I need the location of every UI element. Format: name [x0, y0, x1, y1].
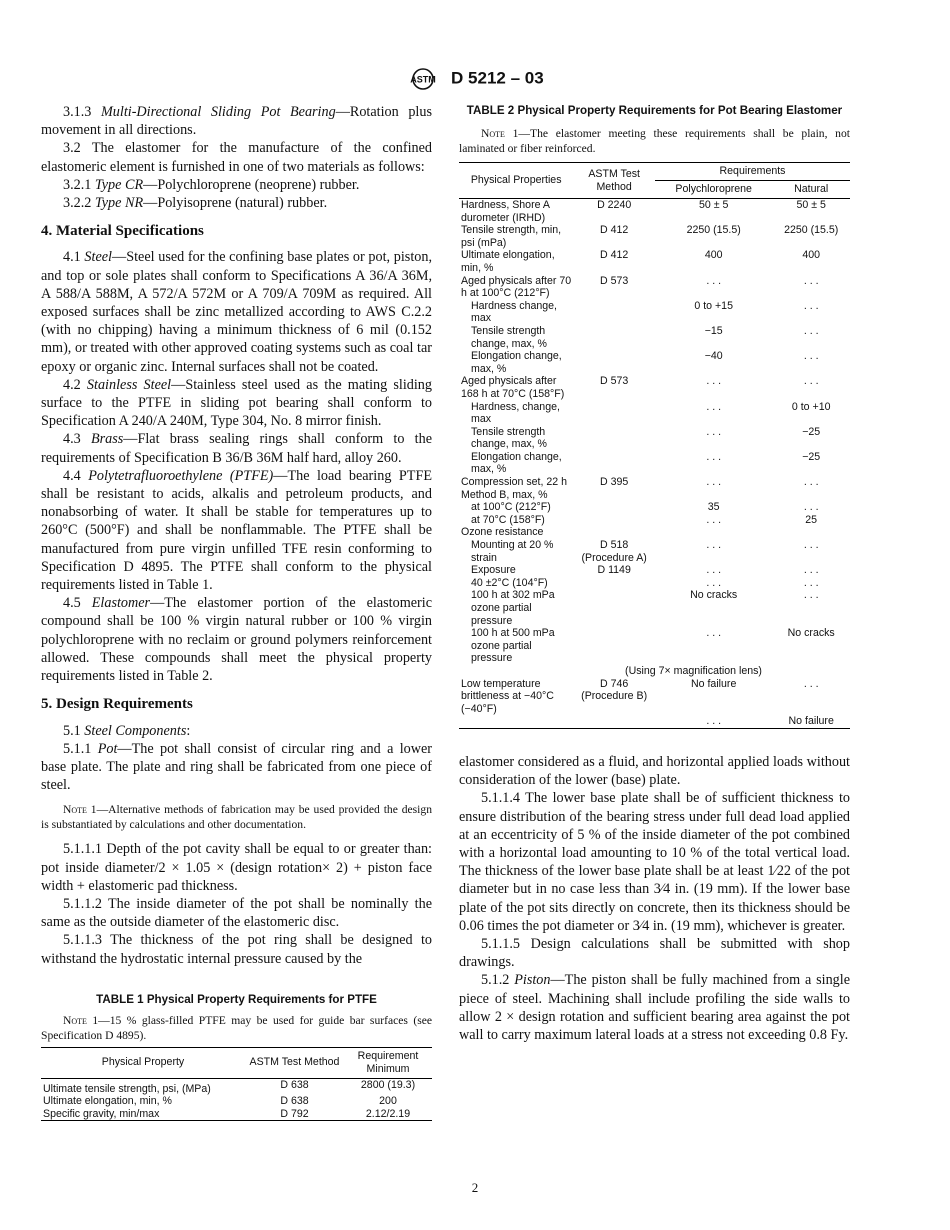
page-number: 2: [471, 1180, 479, 1195]
table-2-cell-prop: [459, 715, 573, 728]
table-2-cell-method: [573, 350, 655, 375]
table-2-cell-prop: Compression set, 22 h Method B, max, %: [461, 476, 567, 501]
table-2-cell-method: [573, 325, 655, 350]
table-2-cell-poly: [655, 526, 772, 539]
table-2-cell-poly: . . .: [706, 564, 722, 577]
table-2-cell-nat: 0 to +10: [791, 400, 831, 413]
table-2-cell-method: [573, 401, 655, 426]
table-2-cell-nat: 2250 (15.5): [784, 224, 839, 237]
table-1-header-method: ASTM Test Method: [245, 1047, 344, 1078]
table-2-cell-poly: 2250 (15.5): [686, 224, 741, 237]
document-designation: D 5212 – 03: [451, 68, 544, 88]
para-4-5: 4.5 Elastomer—The elastomer portion of the elastomeric compound shall be 100 % virgin natural rubber or 100 % virgin polychloroprene with no reclaim or ground polymers reinforcement allowed. These compounds shall meet the physical property requirements listed in Table 2.: [41, 595, 433, 685]
table-2-cell-prop: Tensile strength, min, psi (mPa): [461, 224, 562, 249]
table-2-header-method: ASTM Test Method: [573, 163, 655, 199]
table-2-cell-poly: −15: [704, 324, 723, 337]
table-2-cell-poly: . . .: [706, 715, 722, 728]
table-2-cell-method: [573, 300, 655, 325]
para-4-1: 4.1 Steel—Steel used for the confining base plates or pot, piston, and top or sole plates shall conform to Specifications A 36/A 36M, A 588/A 588M, A 572/A 572M or A 709/A 709M as required. All exposed surfaces shall be zinc metallized according to AWS C.2.2 (with no chipping) having a minimum thickness of 6 mil (0.152 mm), or treated with other approved coating systems such as coal tar epoxy or organic zinc. Internal surfaces shall not be coated.: [41, 249, 432, 375]
table-1-cell-prop: Ultimate elongation, min, %: [43, 1095, 172, 1108]
table-2-row: [459, 514, 850, 527]
para-5-1: 5.1 Steel Components:: [63, 722, 191, 739]
right-column: [459, 103, 850, 1044]
table-2-cell-poly: No failure: [691, 677, 737, 690]
para-5-1-1-5: 5.1.1.5 Design calculations shall be submitted with shop drawings.: [459, 935, 850, 971]
table-1-header-requirement: Requirement Minimum: [344, 1047, 432, 1078]
table-2-cell-nat: 25: [805, 513, 818, 526]
astm-logo-icon: [406, 68, 440, 90]
left-column: [41, 103, 432, 1121]
table-2-cell-prop: Elongation change, max, %: [471, 450, 562, 476]
table-1-cell-req: 2.12/2.19: [365, 1107, 411, 1120]
table-2-row: [459, 589, 850, 627]
table-2-cell-prop: Ozone resistance: [461, 526, 544, 539]
note-1: Note 1—Alternative methods of fabrication may be used provided the design is substantiated by calculations and other documentation.: [41, 803, 432, 832]
table-2-cell-prop: Hardness, Shore A durometer (IRHD): [461, 199, 550, 224]
table-2-cell-nat: . . .: [803, 589, 819, 602]
table-2-cell-poly: . . .: [706, 375, 722, 388]
para-5-1-1-3: 5.1.1.3 The thickness of the pot ring shall be designed to withstand the hydrostatic internal pressure caused by the: [41, 932, 432, 967]
table-2-cell-poly: No cracks: [690, 589, 738, 602]
table-2-cell-prop: at 100°C (212°F): [471, 501, 551, 514]
table-2-cell-prop: Hardness, change, max: [471, 400, 560, 426]
para-3-2-2: 3.2.2 Type NR—Polyisoprene (natural) rubber.: [63, 195, 328, 212]
table-2-cell-prop: Mounting at 20 % strain: [471, 539, 554, 564]
table-1-cell-req: 200: [379, 1095, 397, 1108]
table-2-cell-poly: −40: [704, 350, 723, 363]
table-2-row: [459, 678, 850, 716]
para-5-1-1-2: 5.1.1.2 The inside diameter of the pot shall be nominally the same as the outside diameter of the elastomeric disc.: [41, 895, 432, 931]
section-heading-4: 4. Material Specifications: [41, 223, 204, 240]
table-2-cell-prop: Elongation change, max, %: [471, 350, 562, 375]
table-2-cell-prop: Ultimate elongation, min, %: [461, 249, 555, 274]
table-2-cell-prop: 40 ±2°C (104°F): [471, 576, 548, 589]
table-2-cell-nat: . . .: [803, 299, 819, 312]
para-5-1-1-1: 5.1.1.1 Depth of the pot cavity shall be equal to or greater than: pot inside diameter/2 × 1.05 × (design rotation× 2) + piston face width + elastomeric pad thickness.: [41, 841, 432, 894]
table-1-header-property: Physical Property: [41, 1047, 245, 1078]
table-2-cell-poly: . . .: [706, 539, 722, 552]
table-2-cell-nat: . . .: [803, 564, 819, 577]
table-2-row: [459, 476, 850, 501]
table-2-cell-prop: Hardness change, max: [471, 299, 557, 325]
table-1-cell-method: D 638: [280, 1078, 309, 1091]
table-2-cell-nat: . . .: [803, 476, 819, 489]
para-5-1-1-4: 5.1.1.4 The lower base plate shall be of sufficient thickness to ensure distribution of the bearing stress under full dead load applied at an eccentricity of 5 % of the inside diameter of the pot combined with a horizontal load amounting to 10 % of the total vertical load. The thickness of the lower base plate shall be at least 1⁄22 of the pot diameter but in no case less than 3⁄4 in. (19 mm). If the lower base plate of the pot sits directly on concrete, then its thickness should be 0.06 times the pot diameter or 3⁄4 in. (19 mm), whichever is greater.: [459, 790, 850, 934]
table-2-cell-prop: Low temperature brittleness at −40°C (−40°F): [461, 677, 554, 715]
table-2-cell-poly: 400: [704, 249, 723, 262]
table-2-row: [459, 375, 850, 400]
table-2-cell-poly: . . .: [706, 450, 722, 463]
table-1-cell-method: D 792: [280, 1107, 309, 1120]
table-2-header-requirements: Requirements: [655, 163, 850, 181]
para-3-2-1: 3.2.1 Type CR—Polychloroprene (neoprene) rubber.: [63, 176, 360, 193]
table-2-cell-method: D 518 (Procedure A): [581, 539, 647, 564]
table-2-cell-method: [573, 715, 655, 728]
table-2-cell-prop: Tensile strength change, max, %: [471, 425, 547, 451]
table-2-cell-poly: . . .: [706, 400, 722, 413]
table-2-cell-method: D 412: [600, 224, 629, 237]
table-2-cell-poly: . . .: [706, 476, 722, 489]
table-2-cell-nat: . . .: [803, 324, 819, 337]
table-2-cell-poly: . . .: [706, 627, 722, 640]
table-2-cell-prop: at 70°C (158°F): [471, 513, 545, 526]
page-header: [0, 68, 950, 90]
table-1-cell-prop: Ultimate tensile strength, psi, (MPa): [43, 1082, 211, 1095]
table-2-cell-nat: −25: [802, 425, 821, 438]
table-2-header-property: Physical Properties: [459, 163, 573, 199]
table-2-cell-method: [573, 627, 655, 665]
table-2-row: [459, 577, 850, 590]
table-1-row: [41, 1108, 432, 1121]
table-1-row: [41, 1095, 432, 1108]
table-2-cell-nat: 400: [802, 249, 821, 262]
table-2-cell-method: D 1149: [597, 564, 631, 577]
table-2-row: [459, 564, 850, 577]
table-2-cell-method: [573, 589, 655, 627]
para-4-4: 4.4 Polytetrafluoroethylene (PTFE)—The load bearing PTFE shall be resistant to acids, alkalis and petroleum products, and nonabsorbing of water. It shall be stable for temperatures up to 260°C (500°F) and shall be nonflammable. The PTFE shall be manufactured from pure virgin unfilled TFE resin conforming to Specification D 4895. The PTFE shall conform to the physical requirements listed in Table 1.: [41, 467, 433, 594]
table-2-cell-nat: −25: [802, 450, 821, 463]
table-2-cell-poly: 50 ± 5: [698, 199, 729, 211]
table-2-cell-method: [573, 577, 655, 590]
table-2-row: [459, 350, 850, 375]
table-2-cell-poly: . . .: [706, 425, 722, 438]
table-1-cell-req: 2800 (19.3): [360, 1078, 416, 1091]
table-2-cell-prop: Tensile strength change, max, %: [471, 324, 547, 350]
table-2-cell-nat: No cracks: [787, 627, 835, 640]
table-2-cell-nat: No failure: [788, 715, 834, 728]
table-2-row: [459, 224, 850, 249]
table-2-row: [459, 199, 850, 225]
table-2-cell-nat: . . .: [803, 375, 819, 388]
table-2-cell-method: D 412: [600, 249, 629, 262]
table-2-cell-method: D 573: [600, 274, 629, 287]
table-2-row: [459, 627, 850, 665]
para-4-2: 4.2 Stainless Steel—Stainless steel used as the mating sliding surface to the PTFE in sliding pot bearing shall conform to Specification A 240/A 240M, Type 304, No. 8 mirror finish.: [41, 376, 432, 430]
table-2-cell-nat: . . .: [803, 501, 819, 514]
table-2-cell-nat: . . .: [803, 677, 819, 690]
table-2-cell-nat: 50 ± 5: [796, 199, 826, 211]
table-2-row: [459, 325, 850, 350]
table-2-cell-method: [573, 451, 655, 476]
table-2-cell-poly: . . .: [706, 274, 722, 287]
table-1-note: Note 1—15 % glass-filled PTFE may be used for guide bar surfaces (see Specification D 4895).: [41, 1013, 432, 1042]
table-2: [459, 162, 850, 729]
table-2-cell-method: D 2240: [597, 199, 632, 211]
table-1: [41, 1047, 432, 1122]
table-2-cell-poly: . . .: [706, 576, 722, 589]
table-2-row: [459, 300, 850, 325]
table-2-cell-nat: . . .: [803, 539, 819, 552]
table-2-cell-method: [573, 526, 655, 539]
table-1-cell-method: D 638: [280, 1095, 309, 1108]
table-2-lens-note: (Using 7× magnification lens): [625, 664, 762, 677]
table-2-cell-prop: Exposure: [471, 564, 516, 577]
table-1-cell-prop: Specific gravity, min/max: [43, 1107, 160, 1120]
table-2-cell-method: D 746 (Procedure B): [581, 677, 648, 703]
table-2-cell-method: D 573: [600, 375, 629, 388]
para-4-3: 4.3 Brass—Flat brass sealing rings shall conform to the requirements of Specification B 36/B 36M half hard, alloy 260.: [41, 431, 432, 466]
table-2-cell-poly: 35: [707, 501, 720, 514]
table-2-row: [459, 426, 850, 451]
table-2-caption: TABLE 2 Physical Property Requirements for Pot Bearing Elastomer: [466, 104, 843, 117]
para-5-1-2: 5.1.2 Piston—The piston shall be fully machined from a single piece of steel. Machining shall include profiling the side walls to allow 2 × design rotation and sufficient bearing area against the pot wall to carry maximum lateral loads at a stress not exceeding 0.8 Fy.: [459, 972, 851, 1043]
table-1-row: [41, 1078, 432, 1095]
table-2-header-natural: Natural: [772, 181, 850, 199]
table-2-row: [459, 275, 850, 300]
section-heading-5: 5. Design Requirements: [41, 696, 193, 713]
para-3-2: 3.2 The elastomer for the manufacture of the confined elastomeric element is furnished in one of two materials as follows:: [41, 140, 432, 175]
table-2-cell-nat: . . .: [803, 274, 819, 287]
table-2-cell-poly: 0 to +15: [694, 299, 733, 312]
table-2-row: [459, 526, 850, 539]
table-2-cell-method: [573, 501, 655, 514]
table-2-row: [459, 539, 850, 564]
table-2-cell-method: D 395: [600, 476, 629, 489]
para-3-1-3: 3.1.3 Multi-Directional Sliding Pot Bearing—Rotation plus movement in all directions.: [41, 104, 432, 139]
table-2-cell-nat: [772, 526, 850, 539]
table-2-cell-prop: Aged physicals after 70 h at 100°C (212°F): [461, 274, 572, 300]
table-2-cell-poly: . . .: [706, 513, 722, 526]
table-2-cell-nat: . . .: [803, 350, 819, 363]
table-2-header-polychloroprene: Polychloroprene: [655, 181, 772, 199]
table-2-row: [459, 249, 850, 274]
table-2-row: [459, 501, 850, 514]
table-2-cell-prop: 100 h at 302 mPa ozone partial pressure: [471, 589, 555, 627]
para-5-1-1: 5.1.1 Pot—The pot shall consist of circular ring and a lower base plate. The plate and ring shall be fabricated from one piece of steel.: [41, 740, 432, 794]
table-2-row: [459, 715, 850, 728]
table-2-row: [459, 451, 850, 476]
table-2-cell-prop: Aged physicals after 168 h at 70°C (158°F): [461, 375, 565, 400]
table-2-cell-method: [573, 514, 655, 527]
table-2-cell-nat: . . .: [803, 576, 819, 589]
table-1-caption: TABLE 1 Physical Property Requirements for PTFE: [96, 992, 377, 1006]
table-2-cell-prop: 100 h at 500 mPa ozone partial pressure: [471, 627, 555, 665]
table-2-cell-method: [573, 426, 655, 451]
svg-text:ASTM: ASTM: [410, 74, 437, 85]
table-2-note: Note 1—The elastomer meeting these requirements shall be plain, not laminated or fiber reinforced.: [459, 127, 850, 155]
para-continued: elastomer considered as a fluid, and horizontal applied loads without consideration of the lower (base) plate.: [459, 753, 850, 789]
table-2-row: [459, 401, 850, 426]
